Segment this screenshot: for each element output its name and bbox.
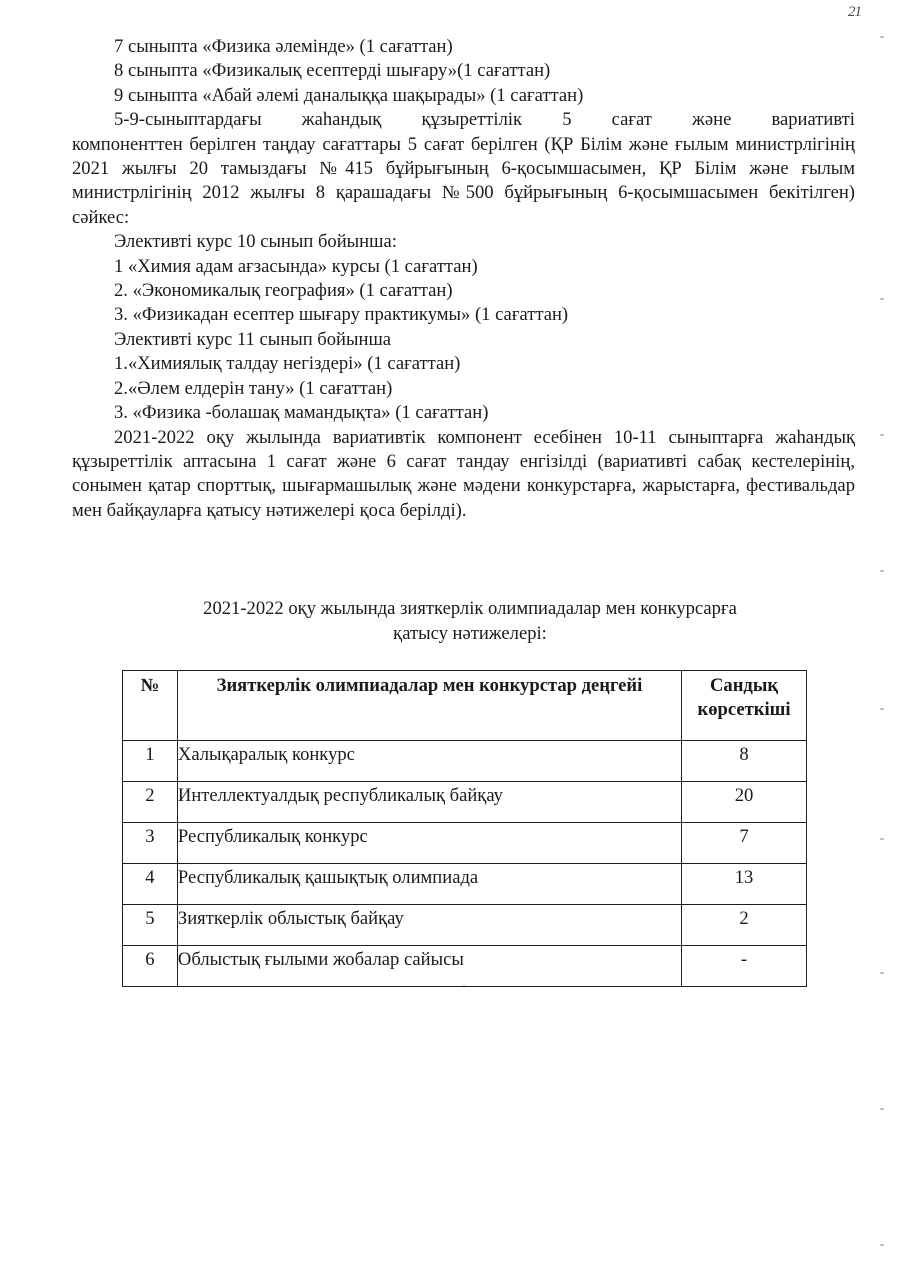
elective-11-item: 1.«Химиялық талдау негіздері» (1 сағаттан)	[114, 353, 461, 375]
scan-mark	[880, 1244, 884, 1246]
word: 5	[562, 109, 572, 131]
cell-number: 2	[123, 782, 178, 823]
page-number: 21	[848, 4, 861, 20]
table-row	[123, 741, 807, 782]
cell-number: 1	[123, 741, 178, 782]
cell-competition: Интеллектуалдық республикалық байқау	[177, 782, 681, 823]
olympiad-results-table	[122, 670, 807, 987]
cell-number: 3	[123, 823, 178, 864]
scan-mark	[880, 434, 884, 436]
elective-10-title: Элективті курс 10 сынып бойынша:	[114, 231, 397, 253]
cell-competition: Республикалық қашықтық олимпиада	[177, 864, 681, 905]
elective-11-item: 2.«Әлем елдерін тану» (1 сағаттан)	[114, 377, 393, 399]
elective-11-item: 3. «Физика -болашақ мамандықта» (1 сағаттан)	[114, 402, 489, 424]
header-count: Сандық көрсеткіші	[682, 671, 807, 741]
cell-competition: Республикалық конкурс	[177, 823, 681, 864]
cell-count: -	[682, 946, 807, 987]
elective-11-title: Элективті курс 11 сынып бойынша	[114, 328, 392, 350]
table-row	[123, 782, 807, 823]
scan-mark	[880, 298, 884, 300]
header-competition-level: Зияткерлік олимпиадалар мен конкурстар деңгейі	[177, 671, 681, 741]
cell-count: 20	[682, 782, 807, 823]
cell-count: 13	[682, 864, 807, 905]
table-heading-line-1: 2021-2022 оқу жылында зияткерлік олимпиадалар мен конкурсарға	[203, 598, 737, 619]
word: жаһандық	[301, 109, 382, 131]
paragraph-1: компоненттен берілген таңдау сағаттары 5 сағат берілген (ҚР Білім және ғылым министрлігінің 2021 жылғы 20 тамыздағы №415 бұйрығының 6-қосымшасымен, ҚР Білім және ғылым министрлігінің 2012 жылғы 8 қарашадағы №500 бұйрығының 6-қосымшасымен бекітілген) сәйкес:	[72, 133, 855, 228]
elective-10-item: 2. «Экономикалық география» (1 сағаттан)	[114, 280, 453, 302]
scan-mark	[880, 36, 884, 38]
scan-mark	[880, 570, 884, 572]
intro-list-item: 7 сыныпта «Физика әлемінде» (1 сағаттан)	[114, 36, 453, 57]
table-heading	[100, 596, 840, 646]
table-row	[123, 823, 807, 864]
scan-mark	[880, 708, 884, 710]
word: вариативті	[771, 109, 855, 131]
scan-mark	[880, 1108, 884, 1110]
word: және	[692, 109, 732, 131]
table-row	[123, 864, 807, 905]
paragraph-2: 2021-2022 оқу жылында вариативтік компонент есебінен 10-11 сыныптарға жаһандық құзыреттілік аптасына 1 сағат және 6 сағат тандау енгізілді (вариативті сабақ кестелерінің, сонымен қатар спорттық, шығармашылық және мәдени конкурстарға, жарыстарға, фестивальдар мен байқауларға қатысу нәтижелері қоса берілді).	[72, 426, 855, 521]
elective-10-item: 1 «Химия адам ағзасында» курсы (1 сағаттан)	[114, 255, 478, 277]
intro-list-item: 9 сыныпта «Абай әлемі даналыққа шақырады» (1 сағаттан)	[114, 84, 584, 106]
cell-count: 8	[682, 741, 807, 782]
elective-10-item: 3. «Физикадан есептер шығару практикумы» (1 сағаттан)	[114, 304, 569, 326]
word: құзыреттілік	[421, 109, 523, 131]
cell-number: 4	[123, 864, 178, 905]
table-header-row	[123, 671, 807, 741]
table-heading-line-2: қатысу нәтижелері:	[393, 623, 547, 644]
table-row	[123, 905, 807, 946]
cell-number: 5	[123, 905, 178, 946]
cell-count: 2	[682, 905, 807, 946]
word: сағат	[611, 109, 652, 131]
cell-competition: Облыстық ғылыми жобалар сайысы	[177, 946, 681, 987]
header-number: №	[123, 671, 178, 741]
document-body	[72, 35, 855, 523]
cell-competition: Халықаралық конкурс	[177, 741, 681, 782]
intro-list-item: 8 сыныпта «Физикалық есептерді шығару»(1 сағаттан)	[114, 60, 551, 82]
cell-count: 7	[682, 823, 807, 864]
scan-mark	[880, 838, 884, 840]
table-row	[123, 946, 807, 987]
cell-number: 6	[123, 946, 178, 987]
scan-mark	[880, 972, 884, 974]
word: 5-9-сыныптардағы	[114, 109, 262, 131]
paragraph-1-first-line	[72, 108, 855, 132]
cell-competition: Зияткерлік облыстық байқау	[177, 905, 681, 946]
